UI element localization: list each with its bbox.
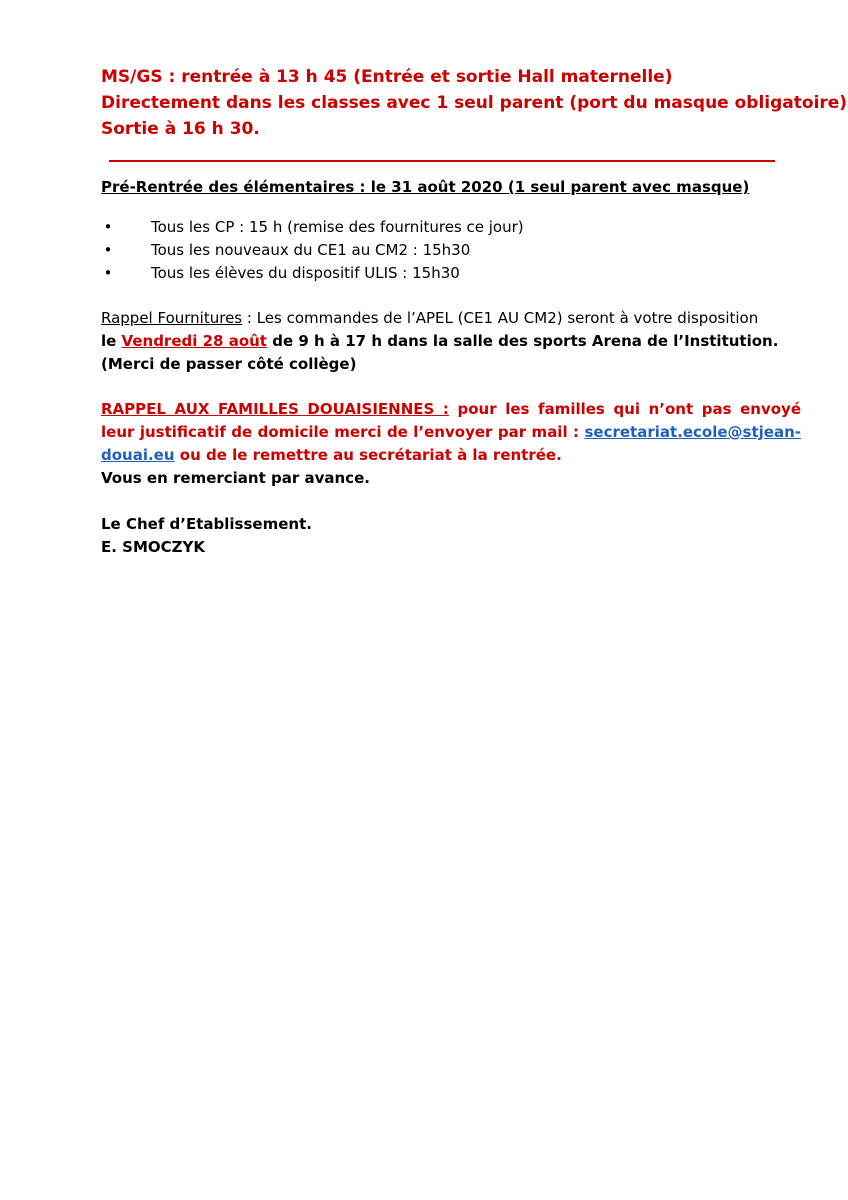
fournitures-label: Rappel Fournitures bbox=[101, 309, 243, 327]
fournitures-le: le bbox=[101, 332, 122, 350]
list-item bbox=[101, 239, 801, 262]
document-page bbox=[101, 64, 848, 559]
ms-gs-line-3: Sortie à 16 h 30. bbox=[101, 119, 260, 139]
fournitures-text-1: : Les commandes de l’APEL (CE1 AU CM2) seront à votre disposition bbox=[242, 309, 759, 327]
bullet-icon: • bbox=[103, 241, 113, 259]
familles-text-1: pour les familles qui n’ont pas envoyé bbox=[448, 400, 801, 418]
email-link-continuation[interactable]: douai.eu bbox=[101, 446, 175, 464]
list-item-text: Tous les élèves du dispositif ULIS : 15h30 bbox=[151, 264, 460, 282]
fournitures-text-3: (Merci de passer côté collège) bbox=[101, 355, 357, 373]
familles-text-3: ou de le remettre au secrétariat à la rentrée. bbox=[174, 446, 562, 464]
list-item-text: Tous les CP : 15 h (remise des fournitures ce jour) bbox=[151, 218, 524, 236]
ms-gs-line-1: MS/GS : rentrée à 13 h 45 (Entrée et sortie Hall maternelle) bbox=[101, 67, 673, 87]
fournitures-date: Vendredi 28 août bbox=[121, 332, 267, 350]
list-item bbox=[101, 262, 801, 285]
pre-rentree-list bbox=[101, 216, 801, 285]
ms-gs-section bbox=[101, 64, 848, 142]
bullet-icon: • bbox=[103, 218, 113, 236]
email-link[interactable]: secretariat.ecole@stjean- bbox=[584, 423, 801, 441]
bullet-icon: • bbox=[103, 264, 113, 282]
pre-rentree-title: Pré-Rentrée des élémentaires : le 31 août 2020 (1 seul parent avec masque) bbox=[101, 178, 750, 196]
signature-block bbox=[101, 513, 801, 559]
signature-role: Le Chef d’Etablissement. bbox=[101, 515, 312, 533]
familles-label: RAPPEL AUX FAMILLES DOUAISIENNES : bbox=[101, 400, 449, 418]
familles-thanks: Vous en remerciant par avance. bbox=[101, 469, 370, 487]
familles-text-2: leur justificatif de domicile merci de l’envoyer par mail : bbox=[101, 423, 585, 441]
fournitures-text-2: de 9 h à 17 h dans la salle des sports Arena de l’Institution. bbox=[266, 332, 779, 350]
familles-paragraph bbox=[101, 398, 801, 490]
list-item bbox=[101, 216, 801, 239]
ms-gs-line-2: Directement dans les classes avec 1 seul parent (port du masque obligatoire) bbox=[101, 93, 848, 113]
red-divider bbox=[109, 160, 775, 162]
fournitures-paragraph bbox=[101, 307, 801, 376]
signature-name: E. SMOCZYK bbox=[101, 538, 206, 556]
list-item-text: Tous les nouveaux du CE1 au CM2 : 15h30 bbox=[151, 241, 471, 259]
